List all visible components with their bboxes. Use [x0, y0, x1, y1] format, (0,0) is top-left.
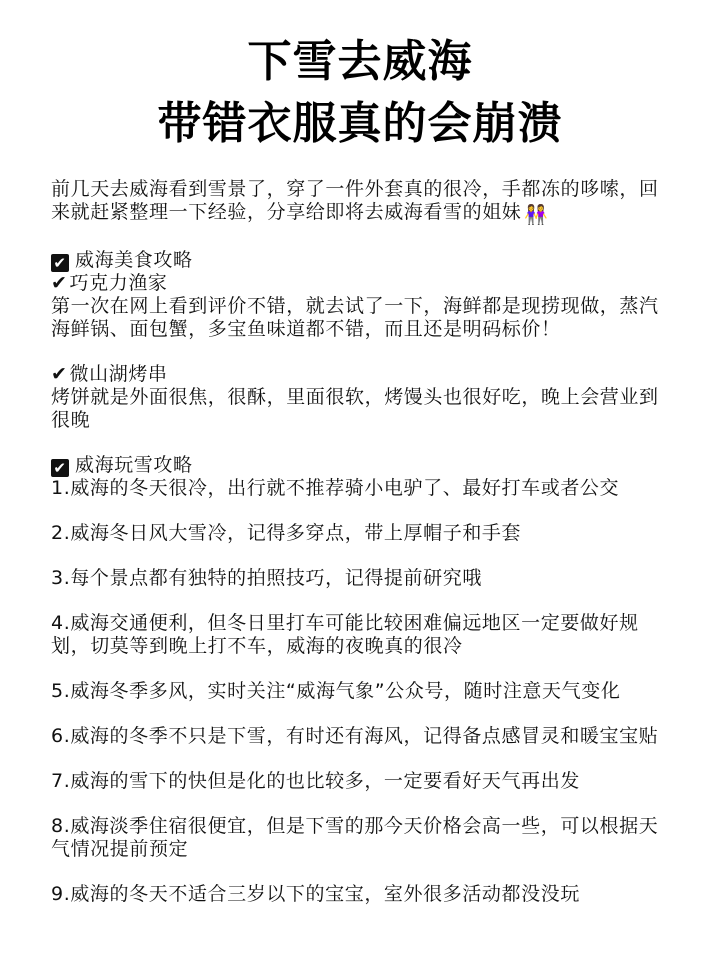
tip-item: 4.威海交通便利，但冬日里打车可能比较困难偏远地区一定要做好规划，切莫等到晚上打不车，威海的夜晚真的很冷: [51, 612, 639, 657]
food-item-name-text: 巧克力渔家: [69, 272, 168, 294]
food-item-name: [51, 363, 659, 386]
check-mark-icon: ✔: [51, 272, 68, 294]
sisters-emoji-icon: 👭: [524, 204, 549, 226]
food-heading-text: 威海美食攻略: [75, 249, 193, 271]
tip-item: 7.威海的雪下的快但是化的也比较多，一定要看好天气再出发: [51, 770, 580, 792]
food-section-heading: [51, 249, 659, 272]
page-title-line-2: 带错衣服真的会崩溃: [157, 98, 563, 149]
page-title-line-1: 下雪去威海: [247, 36, 473, 87]
note-body: [51, 178, 659, 906]
tip-item: 6.威海的冬季不只是下雪，有时还有海风，记得备点感冒灵和暖宝宝贴: [51, 725, 659, 747]
tip-item: 2.威海冬日风大雪冷，记得多穿点，带上厚帽子和手套: [51, 522, 522, 544]
food-item-text: 烤饼就是外面很焦，很酥，里面很软，烤馒头也很好吃，晚上会营业到很晚: [51, 386, 659, 431]
tip-item: 8.威海淡季住宿很便宜，但是下雪的那今天价格会高一些，可以根据天气情况提前预定: [51, 815, 659, 860]
tip-item: 5.威海冬季多风，实时关注“威海气象”公众号，随时注意天气变化: [51, 680, 621, 702]
check-box-icon: ✔: [51, 459, 69, 477]
intro-paragraph: [51, 178, 659, 227]
tip-item: 3.每个景点都有独特的拍照技巧，记得提前研究哦: [51, 567, 482, 589]
food-item-text: 第一次在网上看到评价不错，就去试了一下，海鲜都是现捞现做，蒸汽海鲜锅、面包蟹，多宝鱼味道都不错，而且还是明码标价！: [51, 295, 659, 340]
check-mark-icon: ✔: [51, 363, 68, 385]
check-box-icon: ✔: [51, 254, 69, 272]
tip-item: 1.威海的冬天很冷，出行就不推荐骑小电驴了、最好打车或者公交: [51, 477, 620, 499]
intro-text: 前几天去威海看到雪景了，穿了一件外套真的很冷，手都冻的哆嗦，回来就赶紧整理一下经验，分享给即将去威海看雪的姐妹: [51, 178, 659, 223]
snow-section-heading: [51, 454, 659, 477]
tip-item: 9.威海的冬天不适合三岁以下的宝宝，室外很多活动都没没玩: [51, 883, 580, 905]
food-item-name-text: 微山湖烤串: [69, 363, 168, 385]
food-item-name: [51, 272, 659, 295]
snow-heading-text: 威海玩雪攻略: [75, 454, 193, 476]
